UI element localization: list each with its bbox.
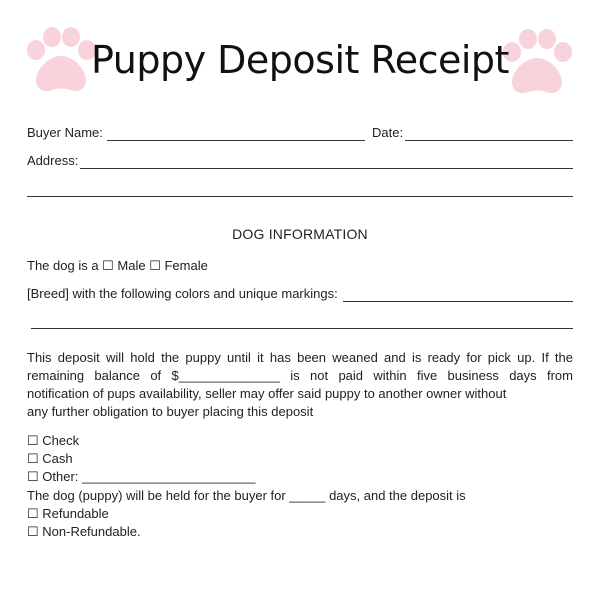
terms-line-1: This deposit will hold the puppy until it has been weaned and is ready for pick up. If the xyxy=(27,350,573,365)
date-label: Date: xyxy=(372,125,404,140)
address-field[interactable] xyxy=(80,168,573,169)
date-field[interactable] xyxy=(405,140,573,141)
dog-information-heading: DOG INFORMATION xyxy=(232,226,368,242)
hold-period-line: The dog (puppy) will be held for the buyer for _____ days, and the deposit is xyxy=(27,488,466,503)
refundable-option[interactable]: ☐ Refundable xyxy=(27,506,109,521)
address-label: Address: xyxy=(27,153,79,168)
breed-markings-field-line-2[interactable] xyxy=(31,328,573,329)
payment-cash-option[interactable]: ☐ Cash xyxy=(27,451,73,466)
document-title: Puppy Deposit Receipt xyxy=(91,38,509,82)
non-refundable-option[interactable]: ☐ Non-Refundable. xyxy=(27,524,141,539)
payment-check-option[interactable]: ☐ Check xyxy=(27,433,80,448)
payment-other-option[interactable]: ☐ Other: ________________________ xyxy=(27,469,256,484)
breed-line: [Breed] with the following colors and unique markings: xyxy=(27,286,338,301)
dog-sex-line: The dog is a ☐ Male ☐ Female xyxy=(27,258,208,273)
terms-line-3: notification of pups availability, seller may offer said puppy to another owner without xyxy=(27,386,507,401)
terms-line-4: any further obligation to buyer placing this deposit xyxy=(27,404,314,419)
breed-markings-field[interactable] xyxy=(343,301,573,302)
address-field-line-2[interactable] xyxy=(27,196,573,197)
buyer-name-field[interactable] xyxy=(107,140,365,141)
terms-line-2: remaining balance of $______________ is not paid within five business days from xyxy=(27,368,573,383)
buyer-name-label: Buyer Name: xyxy=(27,125,103,140)
